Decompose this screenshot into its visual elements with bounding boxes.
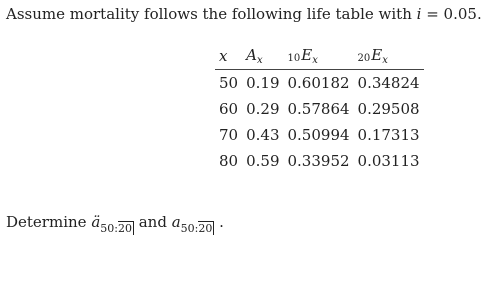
- cell-ax: 0.29: [246, 100, 280, 118]
- interest-rate-symbol: i: [416, 5, 422, 23]
- task-verb: Determine: [6, 213, 92, 231]
- header-10-e-x: $10E_x$: [284, 44, 354, 70]
- task-statement: [6, 213, 224, 235]
- cell-10ex: 0.33952: [287, 152, 350, 170]
- cell-10ex: 0.60182: [287, 74, 350, 92]
- table-row: [215, 148, 424, 174]
- cell-ax: 0.43: [246, 126, 280, 144]
- task-connector: and: [133, 213, 172, 231]
- cell-age: 70: [219, 126, 239, 144]
- table-row: [215, 96, 424, 122]
- cell-20ex: 0.34824: [357, 74, 420, 92]
- annuity-immediate-subscript: 50:20: [180, 222, 213, 235]
- cell-20ex: 0.29508: [357, 100, 420, 118]
- life-table: [215, 44, 424, 174]
- interest-rate-value: = 0.05.: [421, 5, 482, 23]
- cell-age: 50: [219, 74, 239, 92]
- table-header-row: [215, 44, 424, 70]
- header-x: x: [215, 44, 242, 70]
- annuity-due-symbol: ä: [91, 213, 101, 231]
- cell-age: 60: [219, 100, 239, 118]
- term-angle: 20: [117, 222, 132, 235]
- term-angle: 20: [198, 222, 213, 235]
- header-20-e-x: $20E_x$: [354, 44, 424, 70]
- cell-age: 80: [219, 152, 239, 170]
- cell-20ex: 0.17313: [357, 126, 420, 144]
- cell-20ex: 0.03113: [357, 152, 420, 170]
- problem-statement: [6, 5, 482, 23]
- header-a-x: $A_x$: [242, 44, 283, 70]
- cell-ax: 0.59: [246, 152, 280, 170]
- table-row: [215, 70, 424, 97]
- table-row: [215, 122, 424, 148]
- cell-10ex: 0.50994: [287, 126, 350, 144]
- cell-ax: 0.19: [246, 74, 280, 92]
- task-end: .: [214, 213, 224, 231]
- intro-text: Assume mortality follows the following life table with: [6, 5, 417, 23]
- annuity-immediate-symbol: a: [171, 213, 181, 231]
- annuity-due-subscript: 50:20: [100, 222, 132, 235]
- cell-10ex: 0.57864: [287, 100, 350, 118]
